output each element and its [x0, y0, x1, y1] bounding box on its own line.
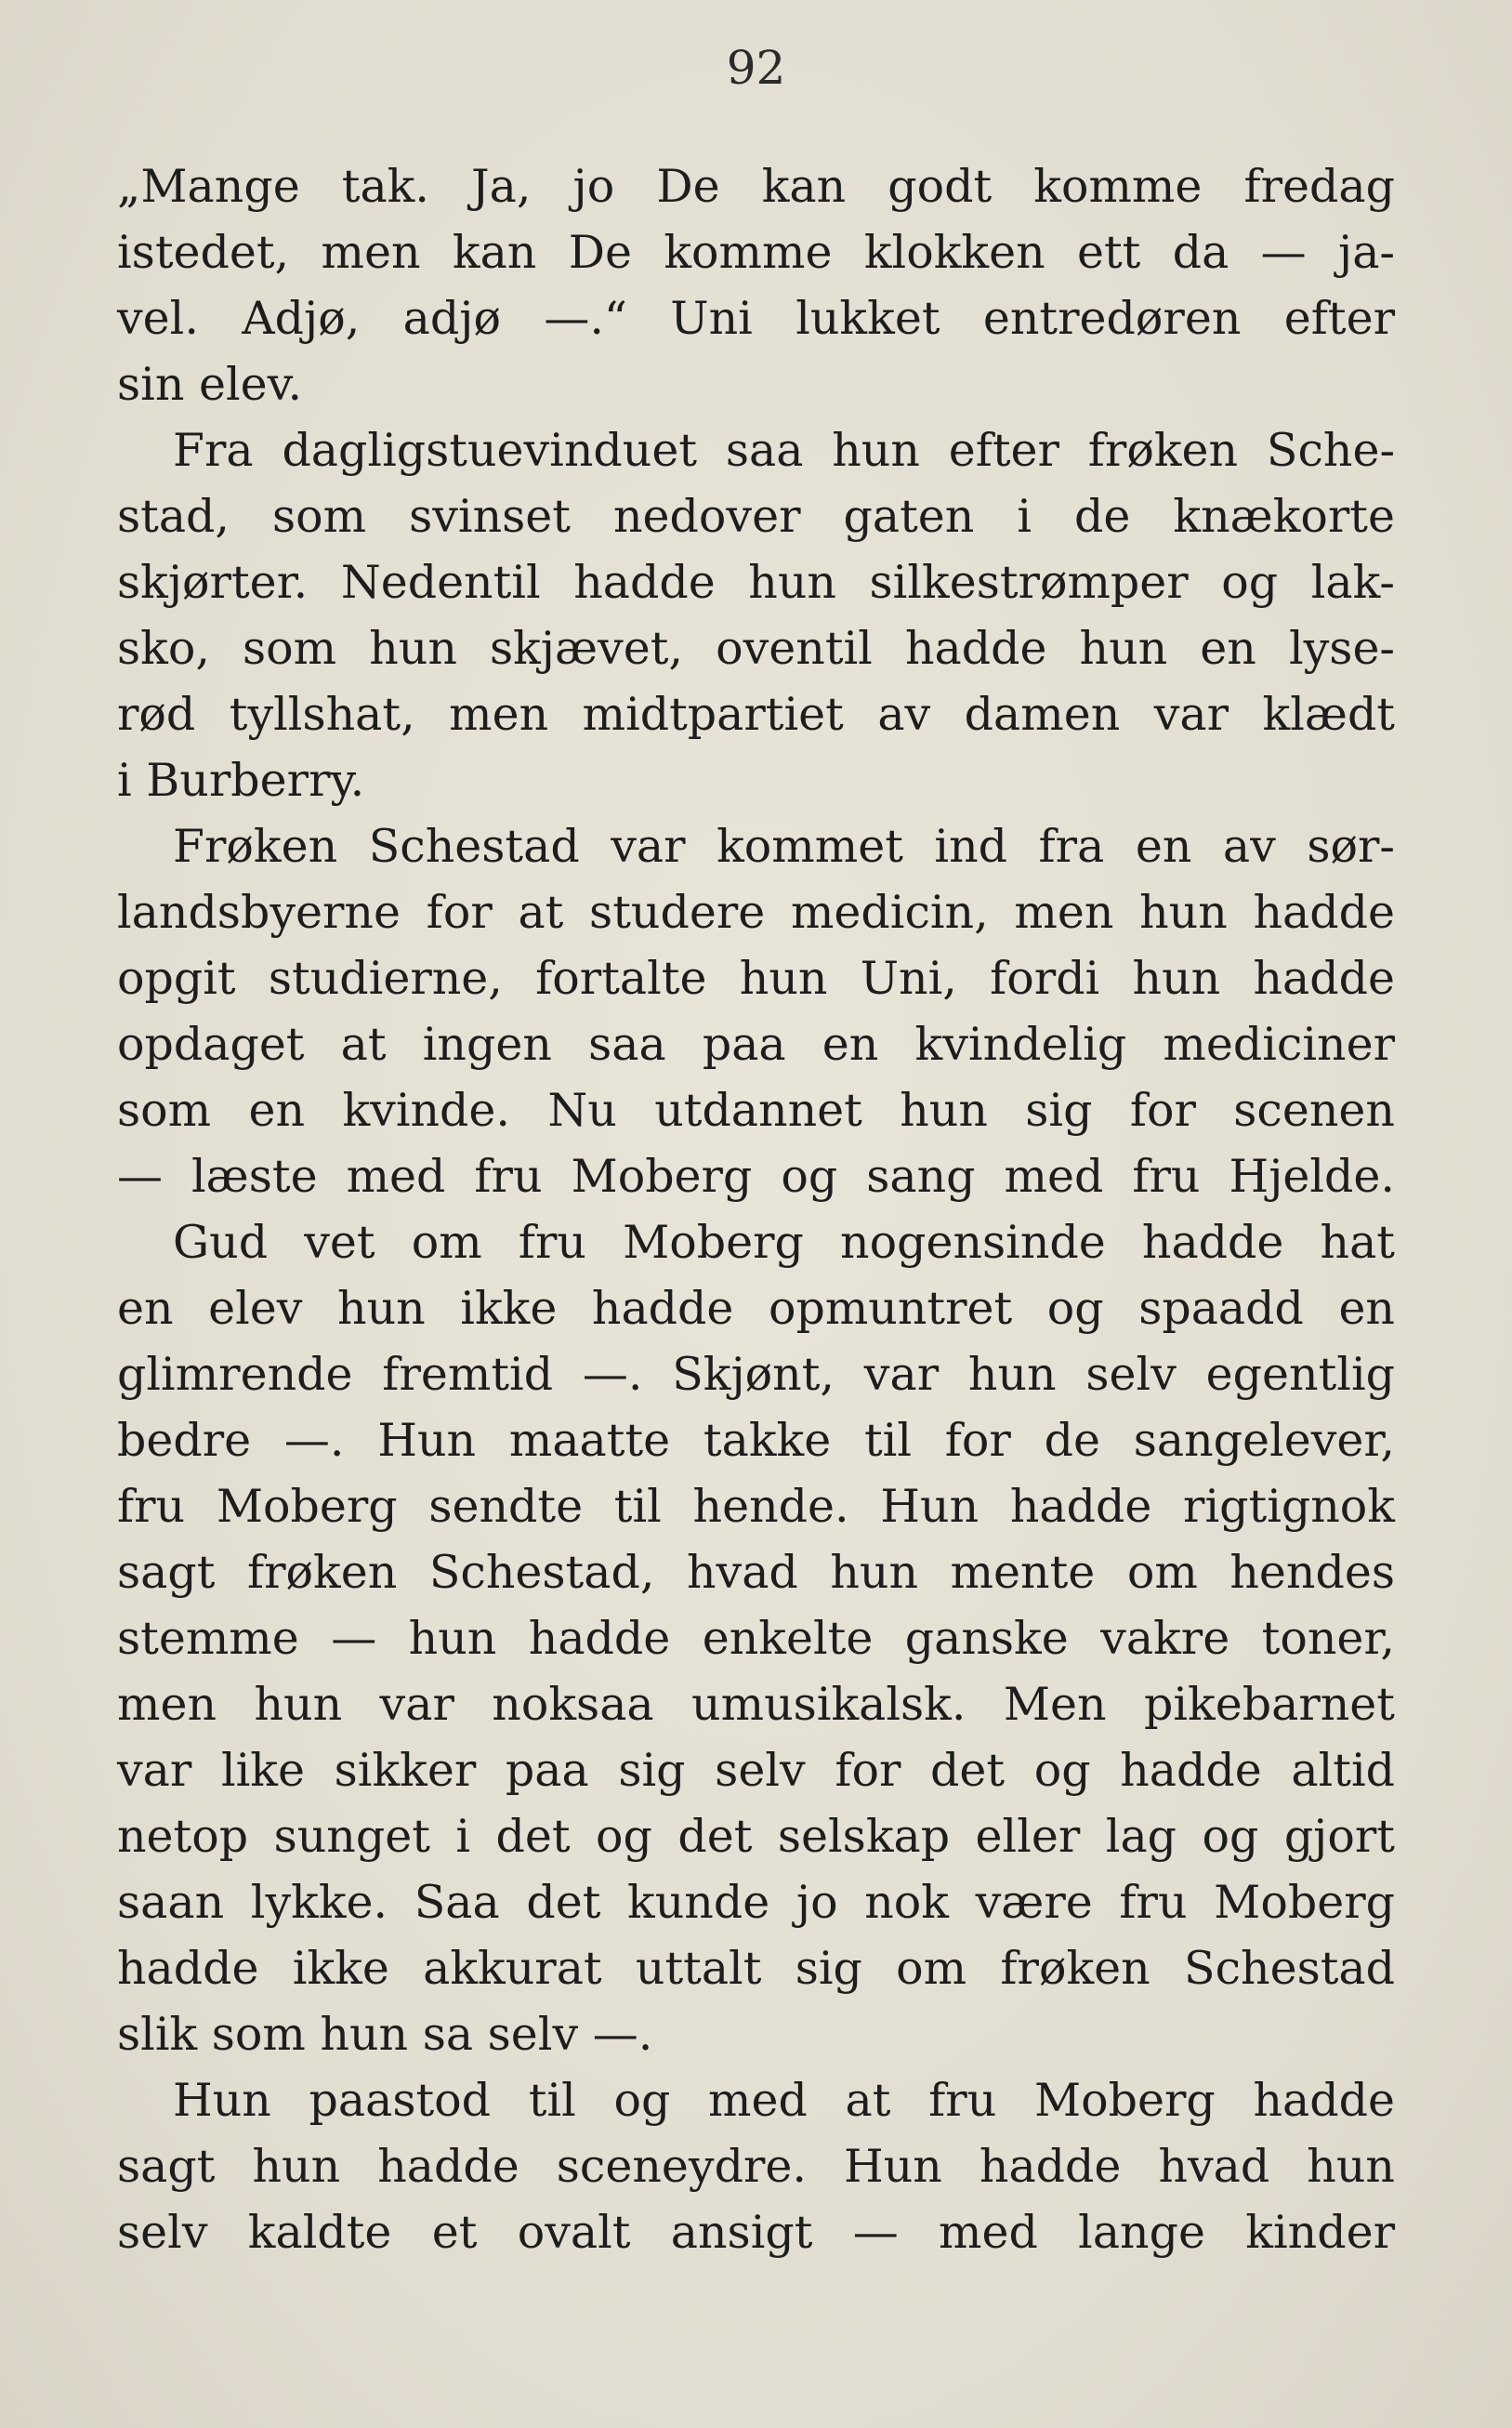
text-line: var like sikker paa sig selv for det og hadde altid: [117, 1744, 1395, 1797]
text-line: skjørter. Nedentil hadde hun silkestrømper og lak-: [117, 556, 1395, 609]
text-line: — læste med fru Moberg og sang med fru Hjelde.: [117, 1150, 1395, 1203]
text-line: vel. Adjø, adjø —.“ Uni lukket entredøren efter: [117, 292, 1395, 345]
text-line: fru Moberg sendte til hende. Hun hadde rigtignok: [117, 1480, 1395, 1533]
body-text: [117, 153, 1395, 2265]
text-line: landsbyerne for at studere medicin, men hun hadde: [117, 886, 1395, 939]
text-line: stemme — hun hadde enkelte ganske vakre toner,: [117, 1612, 1395, 1665]
text-line: sin elev.: [117, 358, 303, 411]
text-line: istedet, men kan De komme klokken ett da — ja-: [117, 226, 1395, 279]
text-line: en elev hun ikke hadde opmuntret og spaadd en: [117, 1282, 1395, 1335]
text-line: opgit studierne, fortalte hun Uni, fordi hun hadde: [117, 952, 1395, 1005]
text-line: som en kvinde. Nu utdannet hun sig for scenen: [117, 1084, 1395, 1137]
text-line: hadde ikke akkurat uttalt sig om frøken Schestad: [117, 1942, 1395, 1995]
text-line: bedre —. Hun maatte takke til for de sangelever,: [117, 1414, 1395, 1467]
text-line: glimrende fremtid —. Skjønt, var hun selv egentlig: [117, 1348, 1395, 1401]
text-line: slik som hun sa selv —.: [117, 2008, 653, 2061]
text-line: selv kaldte et ovalt ansigt — med lange kinder: [117, 2206, 1395, 2259]
text-line: netop sunget i det og det selskap eller lag og gjort: [117, 1810, 1395, 1863]
text-line: stad, som svinset nedover gaten i de knækorte: [117, 490, 1395, 543]
text-line: Fra dagligstuevinduet saa hun efter frøken Sche-: [173, 424, 1395, 477]
text-line: sagt hun hadde sceneydre. Hun hadde hvad hun: [117, 2140, 1395, 2193]
text-line: opdaget at ingen saa paa en kvindelig mediciner: [117, 1018, 1395, 1071]
text-line: sko, som hun skjævet, oventil hadde hun en lyse-: [117, 622, 1395, 675]
text-line: Gud vet om fru Moberg nogensinde hadde hat: [173, 1216, 1395, 1269]
text-line: sagt frøken Schestad, hvad hun mente om hendes: [117, 1546, 1395, 1599]
text-line: men hun var noksaa umusikalsk. Men pikebarnet: [117, 1678, 1395, 1731]
text-line: Frøken Schestad var kommet ind fra en av sør-: [173, 820, 1395, 873]
text-line: Hun paastod til og med at fru Moberg hadde: [173, 2074, 1395, 2127]
text-line: saan lykke. Saa det kunde jo nok være fru Moberg: [117, 1876, 1395, 1929]
text-line: „Mange tak. Ja, jo De kan godt komme fredag: [117, 160, 1395, 213]
page-number: 92: [726, 41, 786, 95]
text-line: rød tyllshat, men midtpartiet av damen var klædt: [117, 688, 1395, 741]
text-line: i Burberry.: [117, 754, 365, 807]
